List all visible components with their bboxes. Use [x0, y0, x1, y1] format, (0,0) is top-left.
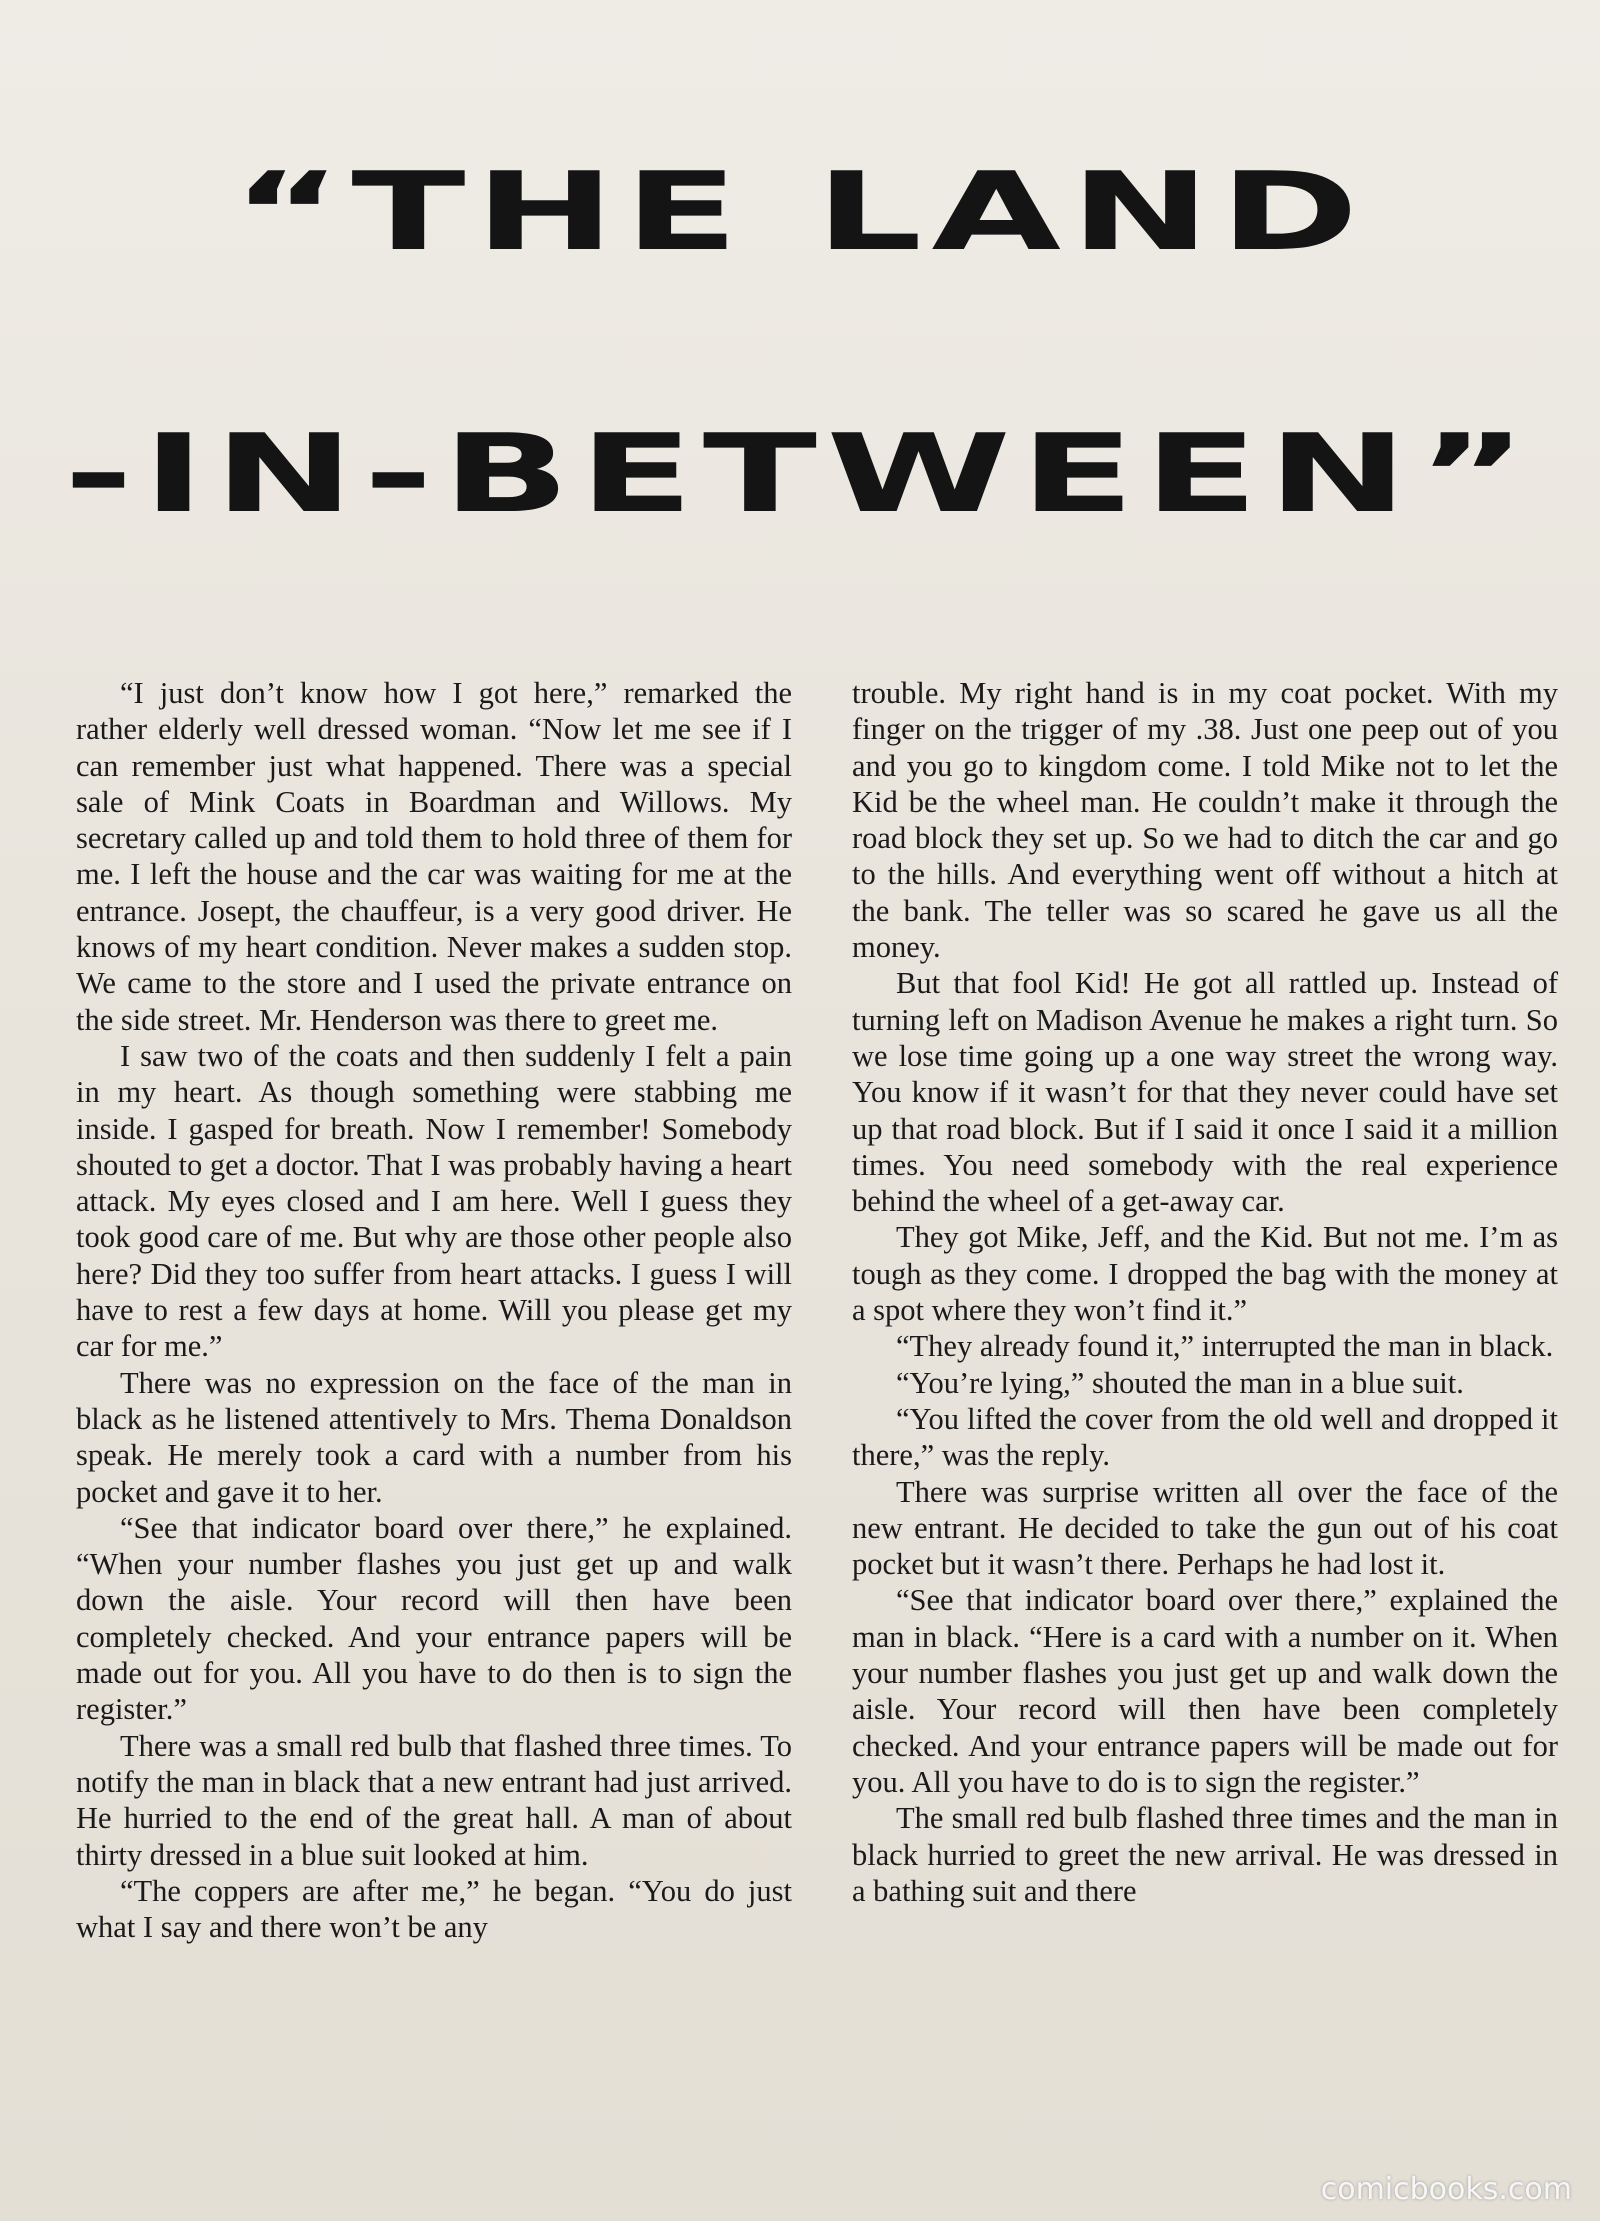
- paragraph: “The coppers are after me,” he began. “You do just what I say and there won’t be any: [76, 1873, 792, 1945]
- paragraph: “See that indicator board over there,” he explained. “When your number flashes you just get up and walk down the aisle. Your record will then have been completely checked. And your entrance papers will be made out for you. All you have to do then is to sign the register.”: [76, 1510, 792, 1727]
- paragraph: There was no expression on the face of the man in black as he listened attentively to Mrs. Thema Donaldson speak. He merely took a card with a number from his pocket and gave it to her.: [76, 1365, 792, 1509]
- paragraph: “You lifted the cover from the old well and dropped it there,” was the reply.: [852, 1401, 1558, 1473]
- site-watermark: comicbooks.com: [1320, 2172, 1572, 2207]
- paragraph: There was surprise written all over the face of the new entrant. He decided to take the gun out of his coat pocket but it wasn’t there. Perhaps he had lost it.: [852, 1474, 1558, 1582]
- paragraph: “See that indicator board over there,” explained the man in black. “Here is a card with a number on it. When your number flashes you just get up and walk down the aisle. Your record will then have been completely checked. And your entrance papers will be made out for you. All you have to do is to sign the register.”: [852, 1583, 1558, 1799]
- right-text-column: [852, 675, 1558, 1909]
- paragraph: There was a small red bulb that flashed three times. To notify the man in black that a new entrant had just arrived. He hurried to the end of the great hall. A man of about thirty dressed in a blue suit looked at him.: [76, 1728, 792, 1872]
- paragraph: “They already found it,” interrupted the man in black.: [896, 1329, 1554, 1364]
- paragraph: They got Mike, Jeff, and the Kid. But not me. I’m as tough as they come. I dropped the bag with the money at a spot where they won’t find it.”: [852, 1220, 1558, 1328]
- paragraph: “You’re lying,” shouted the man in a blue suit.: [896, 1365, 1464, 1400]
- story-title-line-2: -IN-BETWEEN”: [63, 412, 1537, 537]
- paragraph: The small red bulb flashed three times and the man in black hurried to greet the new arrival. He was dressed in a bathing suit and there: [852, 1801, 1558, 1908]
- paragraph: I saw two of the coats and then suddenly I felt a pain in my heart. As though something were stabbing me inside. I gasped for breath. Now I remember! Somebody shouted to get a doctor. That I was probably having a heart attack. My eyes closed and I am here. Well I guess they took good care of me. But why are those other people also here? Did they too suffer from heart attacks. I guess I will have to rest a few days at home. Will you please get my car for me.”: [76, 1038, 792, 1364]
- left-text-column: [76, 675, 792, 1945]
- paragraph: “I just don’t know how I got here,” remarked the rather elderly well dressed woman. “Now let me see if I can remember just what happened. There was a special sale of Mink Coats in Boardman and Willows. My secretary called up and told them to hold three of them for me. I left the house and the car was waiting for me at the entrance. Josept, the chauffeur, is a very good driver. He knows of my heart condition. Never makes a sudden stop. We came to the store and I used the private entrance on the side street. Mr. Henderson was there to greet me.: [76, 676, 792, 1037]
- paragraph: But that fool Kid! He got all rattled up. Instead of turning left on Madison Avenue he makes a right turn. So we lose time going up a one way street the wrong way. You know if it wasn’t for that they never could have set up that road block. But if I said it once I said it a million times. You need somebody with the real experience behind the wheel of a get-away car.: [852, 966, 1558, 1219]
- paragraph-continuation: trouble. My right hand is in my coat pocket. With my finger on the trigger of my .38. Just one peep out of you and you go to kingdom come. I told Mike not to let the Kid be the wheel man. He couldn’t make it through the road block they set up. So we had to ditch the car and go to the hills. And everything went off without a hitch at the bank. The teller was so scared he gave us all the money.: [852, 676, 1558, 965]
- story-title-line-1: “THE LAND: [232, 150, 1368, 275]
